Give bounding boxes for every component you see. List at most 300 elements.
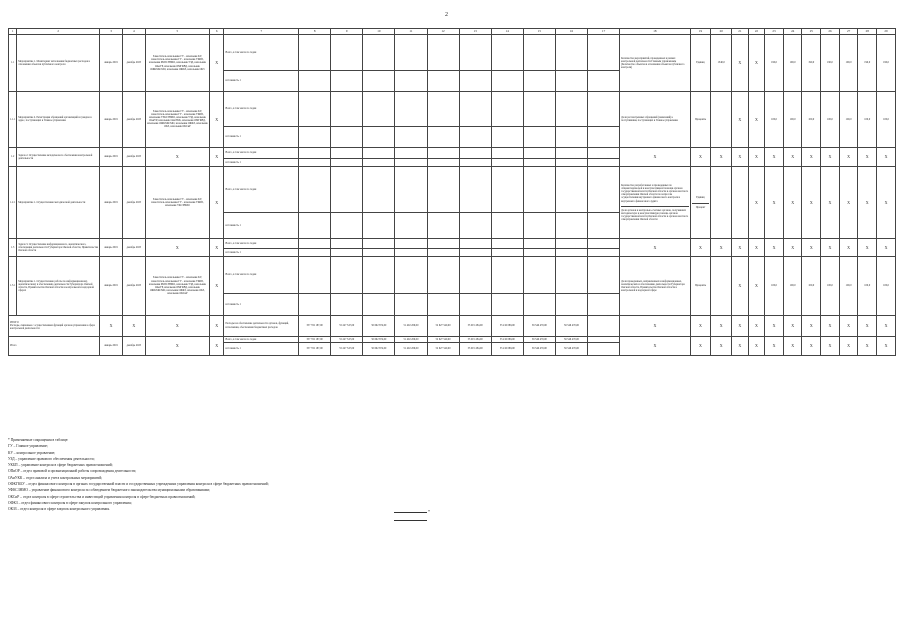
row-v26: X [839, 239, 858, 257]
row-v27: 190,0 [858, 35, 877, 92]
row-amount [491, 71, 523, 92]
row-amount [523, 92, 555, 127]
totals-amount: 55 216 089,00 [491, 315, 523, 336]
row-source-total: Всего, в том числе по годам [224, 35, 299, 71]
row-amount [491, 127, 523, 148]
legend-line: КУ – контрольное управление; [8, 450, 56, 455]
row-amount [588, 257, 620, 294]
row-source-1: источник № 1 [224, 158, 299, 167]
row-v21: X [748, 257, 765, 316]
row-amount [555, 167, 587, 213]
row-amount [363, 92, 395, 127]
row-number: 1.2.1 [9, 167, 17, 239]
row-v25: X [821, 167, 840, 239]
final-amount: 51 402 209,00 [395, 336, 427, 342]
row-amount [299, 35, 331, 71]
row-amount [555, 127, 587, 148]
row-amount [588, 249, 620, 257]
row-number: 1.2 [9, 147, 17, 167]
signature-line [394, 512, 427, 513]
row-amount [491, 294, 523, 316]
row-v28: X [877, 147, 896, 167]
row-amount [363, 294, 395, 316]
row-name: Мероприятие 1. Осуществление работы по информационному, аналитическому и обеспечению деятельности Губернатора Омской области, Правительства Омской области в контрольной и надзорной сферах [17, 257, 100, 316]
row-source-1: источник № 1 [224, 71, 299, 92]
row-amount [395, 127, 427, 148]
row-v23: X [783, 147, 802, 167]
row-amount [331, 239, 363, 249]
row-v24: 100,0 [802, 92, 821, 148]
row-start: январь 2019 [100, 35, 123, 92]
totals-amount: 50 692 874,00 [363, 315, 395, 336]
row-v23: X [783, 239, 802, 257]
row-v26: X [839, 167, 858, 239]
row-v21: X [748, 239, 765, 257]
final-col6: X [209, 336, 224, 355]
row-amount [331, 249, 363, 257]
row-amount [427, 249, 459, 257]
column-header-17: 17 [588, 29, 620, 35]
totals-value: X [711, 315, 732, 336]
column-header-10: 10 [363, 29, 395, 35]
final-amount-src1: 52 627 540,00 [427, 342, 459, 355]
row-amount [588, 167, 620, 213]
column-header-19: 19 [690, 29, 711, 35]
row-amount [491, 239, 523, 249]
final-value: X [839, 336, 858, 355]
row-col6: X [209, 167, 224, 239]
row-amount [427, 71, 459, 92]
row-col6: X [209, 35, 224, 92]
row-amount [523, 147, 555, 158]
row-amount [331, 213, 363, 239]
row-v27: X [858, 239, 877, 257]
row-v20: X [732, 35, 749, 92]
final-indicator: X [620, 336, 690, 355]
row-amount [523, 35, 555, 71]
indicator-text: Количество разработанных и проведенных по общеметодической и консультативной помощи органов государственной власти Омской области и органов местного самоуправления Омской области по вопросам осуществления внутреннего финансового контроля и внутреннего финансового аудита [621, 184, 689, 203]
row-name: Задача 3. Осуществление информационного, аналитического, обеспечения деятельности Губернатора Омской области, Правительства Омской области [17, 239, 100, 257]
row-name: Мероприятие 2. Регистрация обращений организаций и граждан в адрес, поступающих в Главное управление [17, 92, 100, 148]
row-amount [588, 71, 620, 92]
column-header-5: 5 [145, 29, 209, 35]
column-header-23: 23 [765, 29, 784, 35]
row-v19: X [711, 239, 732, 257]
column-header-16: 16 [555, 29, 587, 35]
row-source-1: источник № 1 [224, 213, 299, 239]
row-amount [555, 257, 587, 294]
row-amount [491, 167, 523, 213]
column-header-25: 25 [802, 29, 821, 35]
row-start: январь 2019 [100, 167, 123, 239]
row-amount [395, 249, 427, 257]
row-amount [395, 158, 427, 167]
row-amount [331, 167, 363, 213]
row-amount [555, 158, 587, 167]
legend-line: ОПиОР – отдел правовой и организационной работы сопровождения деятельности; [8, 469, 137, 474]
row-amount [299, 158, 331, 167]
final-source-total: Всего, в том числе по годам [224, 336, 299, 342]
totals-end: X [122, 315, 145, 336]
final-amount-src1: 55 216 089,00 [491, 342, 523, 355]
totals-label [9, 315, 100, 336]
row-amount [588, 147, 620, 158]
indicator-text: X [653, 154, 657, 160]
row-amount [491, 92, 523, 127]
legend-line: УКБП – управление контроля в сфере бюджетных правоотношений; [8, 463, 113, 468]
final-amount: 56 546 470,00 [523, 336, 555, 342]
row-amount [459, 35, 491, 71]
column-header-11: 11 [395, 29, 427, 35]
row-unit [690, 35, 711, 92]
legend-line: УЗД – управление правового обеспечения деятельности; [8, 456, 95, 461]
row-start: январь 2019 [100, 257, 123, 316]
legend-line: ГУ – Главное управление; [8, 444, 48, 449]
column-header-6: 6 [209, 29, 224, 35]
row-number: 1.3.1 [9, 257, 17, 316]
row-v26: 100,0 [839, 92, 858, 148]
row-amount [331, 294, 363, 316]
row-v28: 100,0 [877, 92, 896, 148]
table-row [9, 35, 896, 71]
final-value: X [821, 336, 840, 355]
row-amount [331, 147, 363, 158]
row-amount [363, 158, 395, 167]
final-amount-src1: 55 247 547,00 [331, 342, 363, 355]
footnote-mark: * [428, 509, 430, 514]
row-v20: X [732, 257, 749, 316]
row-source-total: Всего, в том числе по годам [224, 257, 299, 294]
row-source-total: Всего, в том числе по годам [224, 239, 299, 249]
page-number: 2 [445, 12, 448, 18]
indicator-text: X [653, 244, 657, 250]
row-source-1: источник № 1 [224, 127, 299, 148]
final-amount: 50 692 874,00 [363, 336, 395, 342]
row-source-total: Всего, в том числе по годам [224, 167, 299, 213]
row-unit [690, 239, 711, 257]
row-amount [427, 167, 459, 213]
row-amount [363, 35, 395, 71]
row-indicator [620, 35, 690, 92]
row-amount [299, 71, 331, 92]
column-header-27: 27 [839, 29, 858, 35]
column-header-29: 29 [877, 29, 896, 35]
totals-amount: 56 546 470,00 [523, 315, 555, 336]
legend-line: ОАиУКК – отдел анализа и учета контрольных мероприятий; [8, 475, 103, 480]
row-v25: 100,0 [821, 92, 840, 148]
final-value: X [802, 336, 821, 355]
legend-line: ОКЗЗ – отдел контроля в сфере закупок контрольного управления. [8, 507, 110, 512]
row-amount [299, 167, 331, 213]
column-header-7: 7 [224, 29, 299, 35]
row-v28: X [877, 167, 896, 239]
column-header-24: 24 [783, 29, 802, 35]
row-v22: X [765, 239, 784, 257]
row-amount [363, 71, 395, 92]
row-v21: X [748, 167, 765, 239]
row-executors: Заместитель начальника ГУ - начальник КУ, заместитель начальника ГУ - начальник УКБП, начальник УКСЗНМО [145, 167, 209, 239]
column-header-8: 8 [299, 29, 331, 35]
row-amount [427, 127, 459, 148]
row-amount [427, 35, 459, 71]
column-header-12: 12 [427, 29, 459, 35]
row-amount [331, 92, 363, 127]
table-row [9, 257, 896, 294]
row-v19: X [711, 147, 732, 167]
row-amount [555, 249, 587, 257]
row-unit [690, 167, 711, 239]
row-v28: X [877, 239, 896, 257]
row-amount [588, 294, 620, 316]
row-executors: X [145, 239, 209, 257]
final-amount: 53 915 284,00 [459, 336, 491, 342]
column-header-2: 2 [17, 29, 100, 35]
indicator-text-2: Доля органов и контрольно-счетных органов, получивших методическую и консультативную помощь органов государственной власти Омской области и органов местного самоуправления Омской области [621, 206, 688, 221]
row-amount [395, 213, 427, 239]
row-amount [523, 257, 555, 294]
row-col6: X [209, 147, 224, 167]
table-row [9, 167, 896, 213]
unit-text: Проценты [694, 117, 707, 121]
final-end: декабрь 2025 [122, 336, 145, 355]
row-amount [363, 239, 395, 249]
row-amount [588, 213, 620, 239]
row-amount [459, 167, 491, 213]
row-v22: X [765, 167, 784, 239]
row-amount [427, 92, 459, 127]
row-v21: X [748, 35, 765, 92]
abbreviations-legend [8, 437, 888, 513]
row-amount [459, 213, 491, 239]
row-amount [363, 147, 395, 158]
row-amount [331, 35, 363, 71]
row-v19 [711, 167, 732, 239]
column-header-14: 14 [491, 29, 523, 35]
unit-text: X [699, 154, 702, 160]
row-name: Задача 2. Осуществление методического обеспечения контрольной деятельности [17, 147, 100, 167]
row-v20: X [732, 92, 749, 148]
row-amount [523, 213, 555, 239]
row-amount [363, 249, 395, 257]
column-header-4: 4 [122, 29, 145, 35]
column-header-26: 26 [821, 29, 840, 35]
row-executors: Заместитель начальника ГУ - начальник КУ, заместитель начальника ГУ - начальник УКБП, начальник УЗКСЗНМО, начальник УЗД, начальник ОАиУР, начальник ОАиУКК, начальник ОМГКВД, начальник ОЖКХКСМО, начальник ОЖКЗ, начальник ОКЗ, начальник ОКСиР [145, 92, 209, 148]
row-executors: Заместитель начальника ГУ - начальник КУ, заместитель начальника ГУ - начальник УКБП, начальник РКПСЗНМО, начальник УЗД, начальник ОАиУР, начальник ОМГКВД, начальник ОЖКХКСМО, начальник ОЖКЗ, начальник ОКЗ [145, 35, 209, 92]
row-amount [395, 257, 427, 294]
column-header-28: 28 [858, 29, 877, 35]
final-source-1: источник № 1 [224, 342, 299, 355]
final-start: январь 2019 [100, 336, 123, 355]
row-v24: X [802, 167, 821, 239]
totals-amount: 55 247 547,00 [331, 315, 363, 336]
row-v27: 100,0 [858, 257, 877, 316]
row-v21: X [748, 147, 765, 167]
unit-text: Проценты [694, 284, 707, 288]
row-amount [459, 249, 491, 257]
row-v25: X [821, 239, 840, 257]
totals-amount: 52 627 540,00 [427, 315, 459, 336]
row-indicator [620, 92, 690, 148]
final-value: X [732, 336, 749, 355]
totals-value: X [765, 315, 784, 336]
column-header-18: 18 [620, 29, 690, 35]
final-value: X [711, 336, 732, 355]
totals-indicator: X [620, 315, 690, 336]
row-col6: X [209, 239, 224, 257]
legend-line: ОКСиР – отдел контроля в сфере строительства и инвестиций управления контроля в сфере бюджетных правоотношений; [8, 494, 196, 499]
row-v25: 190,0 [821, 35, 840, 92]
row-start: январь 2019 [100, 147, 123, 167]
row-amount [363, 257, 395, 294]
row-v26: 100,0 [839, 257, 858, 316]
row-amount [588, 158, 620, 167]
totals-value: X [690, 315, 711, 336]
totals-value: X [783, 315, 802, 336]
row-indicator [620, 239, 690, 257]
totals-value: X [839, 315, 858, 336]
row-v24: 100,0 [802, 257, 821, 316]
unit-text: Единиц [696, 196, 705, 200]
totals-start: X [100, 315, 123, 336]
row-v20: X [732, 147, 749, 167]
totals-amount: 51 402 209,00 [395, 315, 427, 336]
row-v26: X [839, 147, 858, 167]
totals-value: X [732, 315, 749, 336]
row-amount [555, 294, 587, 316]
row-col6: X [209, 257, 224, 316]
row-v28: 190,0 [877, 35, 896, 92]
row-v19: 1340,0 [711, 35, 732, 92]
row-amount [491, 35, 523, 71]
row-col6: X [209, 92, 224, 148]
totals-col6: X [209, 315, 224, 336]
final-amount-src1: 357 702 187,00 [299, 342, 331, 355]
column-header-22: 22 [748, 29, 765, 35]
row-indicator [620, 257, 690, 316]
final-amount: 357 702 187,00 [299, 336, 331, 342]
row-executors: Заместитель начальника ГУ - начальник КУ, заместитель начальника ГУ - начальник УКБП, начальник РКПСЗНМО, начальник УЗД, начальник ОАиУР, начальник ОМГКВД, начальник ОЖКХКСМО, начальник ОЖКЗ, начальник ОКЗ, начальник ОКСиР [145, 257, 209, 316]
row-source-1: источник № 1 [224, 249, 299, 257]
final-amount-src1: 56 546 470,00 [523, 342, 555, 355]
row-amount [299, 257, 331, 294]
row-amount [555, 35, 587, 71]
legend-line: ОФКЗ – отдел финансового контроля в сфере закупок контрольного управления; [8, 500, 132, 505]
column-header-21: 21 [732, 29, 749, 35]
row-v22: 100,0 [765, 92, 784, 148]
row-indicator [620, 147, 690, 167]
column-header-9: 9 [331, 29, 363, 35]
row-amount [299, 239, 331, 249]
row-amount [555, 147, 587, 158]
final-label: Итого [9, 336, 100, 355]
row-amount [331, 127, 363, 148]
row-end: декабрь 2025 [122, 257, 145, 316]
row-amount [523, 127, 555, 148]
unit-text: Единиц [696, 61, 705, 65]
row-end: декабрь 2025 [122, 92, 145, 148]
row-v27: X [858, 147, 877, 167]
totals-value: X [877, 315, 896, 336]
totals-value: X [802, 315, 821, 336]
row-unit [690, 92, 711, 148]
indicator-text: Количество мероприятий, проведенных в рамках контрольной деятельности Главным управлением (Количество объектов в отношении объектов публичного контроля) [621, 56, 685, 70]
row-amount [459, 257, 491, 294]
row-amount [299, 213, 331, 239]
row-v26: 190,0 [839, 35, 858, 92]
totals-executors: X [145, 315, 209, 336]
row-v23: X [783, 167, 802, 239]
row-amount [459, 239, 491, 249]
row-amount [523, 249, 555, 257]
row-end: декабрь 2025 [122, 147, 145, 167]
row-v24: X [802, 239, 821, 257]
row-amount [523, 239, 555, 249]
legend-line: УФКСЗНМО – управление финансового контроля за соблюдением бюджетного законодательства муниципальными образованиями; [8, 488, 211, 493]
row-v23: 100,0 [783, 257, 802, 316]
column-header-1: 1 [9, 29, 17, 35]
row-amount [491, 249, 523, 257]
row-v25: 100,0 [821, 257, 840, 316]
final-amount: 52 627 540,00 [427, 336, 459, 342]
row-amount [363, 127, 395, 148]
row-amount [523, 167, 555, 213]
row-start: январь 2019 [100, 92, 123, 148]
row-source-1: источник № 1 [224, 294, 299, 316]
totals-value: X [821, 315, 840, 336]
row-v24: X [802, 147, 821, 167]
column-header-13: 13 [459, 29, 491, 35]
program-table [8, 28, 896, 356]
row-v22: 100,0 [765, 257, 784, 316]
final-value: X [877, 336, 896, 355]
row-amount [395, 92, 427, 127]
row-start: январь 2019 [100, 239, 123, 257]
final-amount-src1: 51 402 209,00 [395, 342, 427, 355]
row-source-total: Всего, в том числе по годам [224, 147, 299, 158]
row-amount [523, 158, 555, 167]
row-amount [459, 71, 491, 92]
row-unit [690, 147, 711, 167]
totals-row [9, 315, 896, 336]
row-name: Мероприятие 1. Осуществление методической деятельности [17, 167, 100, 239]
row-amount [331, 158, 363, 167]
row-amount [427, 213, 459, 239]
row-v19 [711, 92, 732, 148]
final-value: X [748, 336, 765, 355]
row-amount [459, 158, 491, 167]
row-v20: X [732, 239, 749, 257]
table-row [9, 147, 896, 158]
row-v28: 100,0 [877, 257, 896, 316]
row-amount [491, 147, 523, 158]
row-v27: X [858, 167, 877, 239]
row-end: декабрь 2025 [122, 167, 145, 239]
row-amount [523, 294, 555, 316]
row-end: декабрь 2025 [122, 239, 145, 257]
row-executors: X [145, 147, 209, 167]
row-indicator [620, 167, 690, 239]
row-v27: 100,0 [858, 92, 877, 148]
row-amount [395, 167, 427, 213]
row-amount [588, 92, 620, 127]
row-amount [523, 71, 555, 92]
table-row [9, 92, 896, 127]
row-amount [427, 257, 459, 294]
row-amount [427, 239, 459, 249]
totals-title: ИТОГО [10, 320, 19, 324]
row-amount [459, 127, 491, 148]
row-amount [555, 239, 587, 249]
